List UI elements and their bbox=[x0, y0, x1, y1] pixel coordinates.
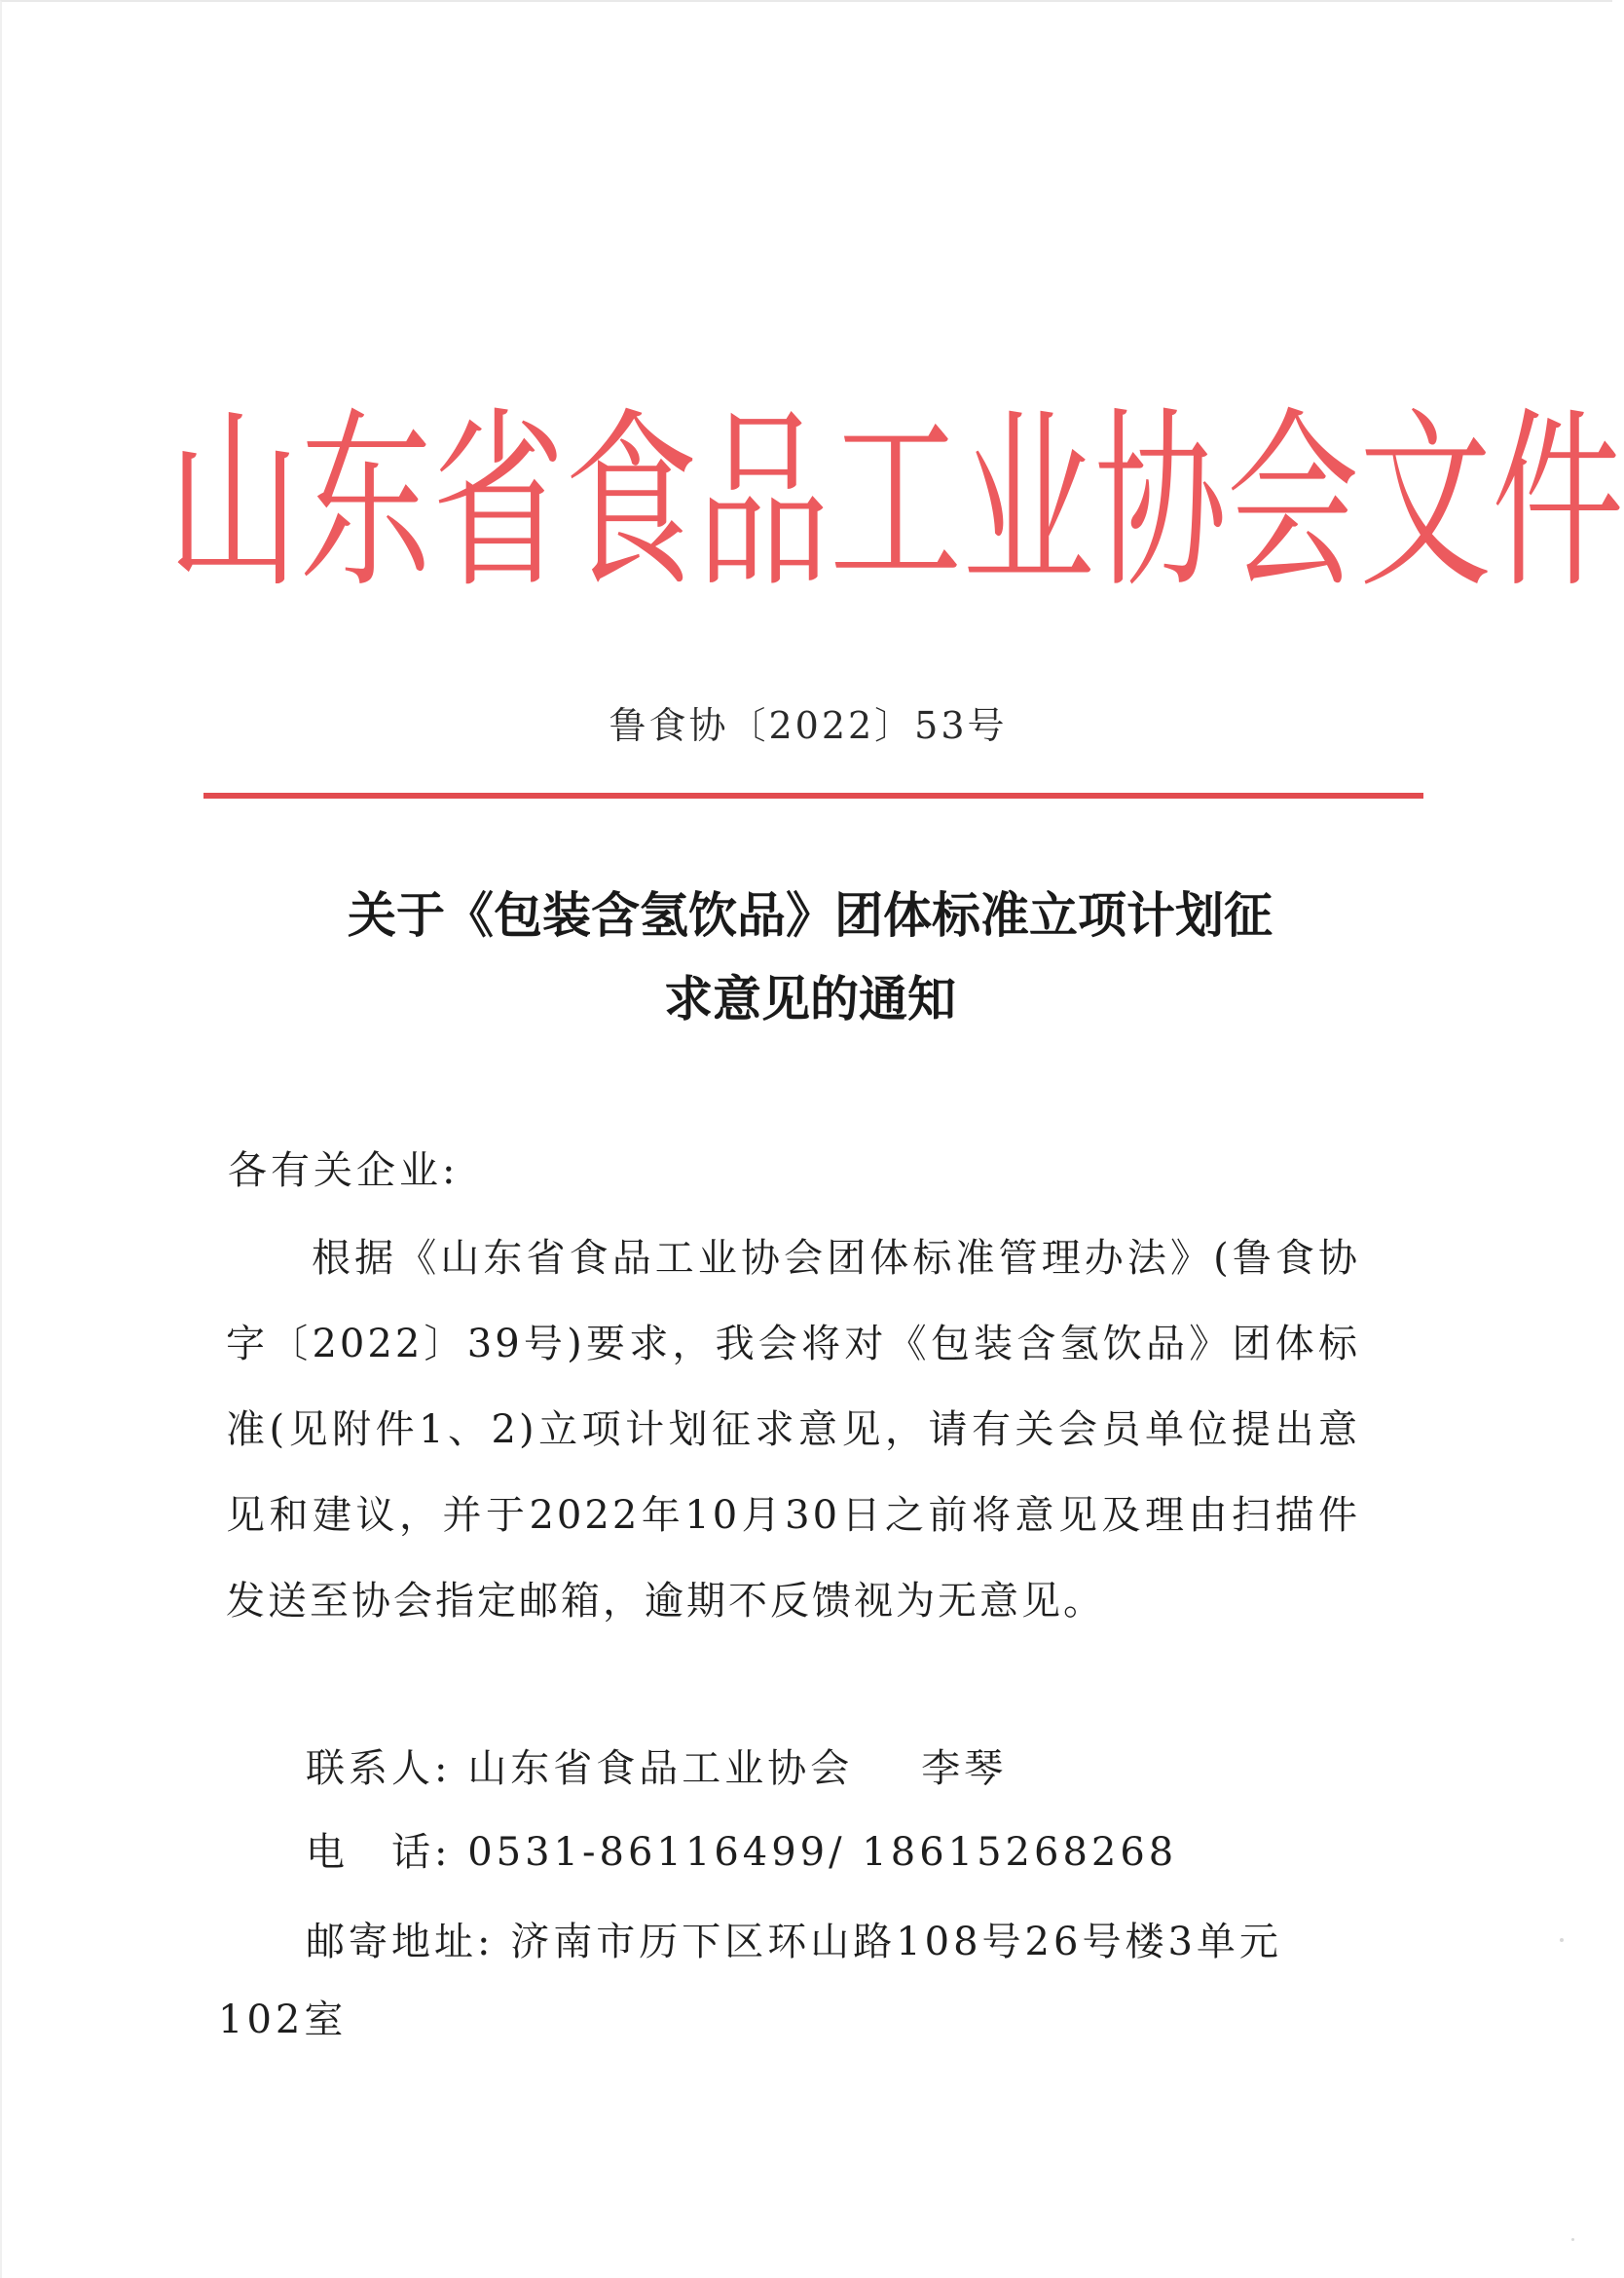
masthead-char: 业 bbox=[962, 392, 1094, 616]
address-value: 济南市历下区环山路108号26号楼3单元 bbox=[510, 1920, 1282, 1964]
salutation: 各有关企业: bbox=[228, 1148, 460, 1193]
contact-phone bbox=[306, 1821, 1177, 1877]
masthead-char: 山 bbox=[167, 392, 300, 616]
masthead-char: 工 bbox=[830, 392, 962, 616]
title-line-1: 关于《包装含氢饮品》团体标准立项计划征 bbox=[348, 887, 1273, 944]
masthead-char: 协 bbox=[1094, 392, 1227, 616]
contact-person bbox=[306, 1737, 1007, 1793]
red-divider-rule bbox=[203, 793, 1423, 799]
masthead-char: 文 bbox=[1359, 392, 1492, 616]
masthead-char: 会 bbox=[1227, 392, 1359, 616]
scan-speck bbox=[1560, 1938, 1564, 1942]
document-number: 鲁食协〔2022〕53号 bbox=[609, 704, 1008, 747]
notice-title bbox=[226, 874, 1394, 1041]
contact-person-name: 李琴 bbox=[921, 1746, 1008, 1791]
masthead-char: 食 bbox=[565, 392, 697, 616]
contact-address bbox=[306, 1911, 1282, 1966]
body-paragraph: 根据《山东省食品工业协会团体标准管理办法》(鲁食协字〔2022〕39号)要求，我会将对《包装含氢饮品》团体标准(见附件1、2)立项计划征求意见，请有关会员单位提出意见和建议，并于2022年10月30日之前将意见及理由扫描件发送至协会指定邮箱，逾期不反馈视为无意见。 bbox=[226, 1236, 1360, 1624]
masthead-char: 省 bbox=[432, 392, 565, 616]
contact-person-label: 联系人: bbox=[306, 1746, 452, 1791]
contact-address-continued: 102室 bbox=[218, 1998, 348, 2042]
phone-value: 0531-86116499/ 18615268268 bbox=[467, 1830, 1178, 1875]
masthead-title bbox=[167, 387, 1624, 620]
masthead-char: 东 bbox=[300, 392, 432, 616]
scan-speck bbox=[1571, 2238, 1574, 2241]
masthead-char: 件 bbox=[1492, 392, 1624, 616]
address-label: 邮寄地址: bbox=[306, 1920, 495, 1964]
phone-label-char-2: 话: bbox=[391, 1830, 452, 1875]
masthead-char: 品 bbox=[697, 392, 830, 616]
contact-person-org: 山东省食品工业协会 bbox=[467, 1746, 854, 1791]
title-line-2: 求意见的通知 bbox=[664, 971, 956, 1027]
phone-label-char-1: 电 bbox=[306, 1830, 349, 1875]
